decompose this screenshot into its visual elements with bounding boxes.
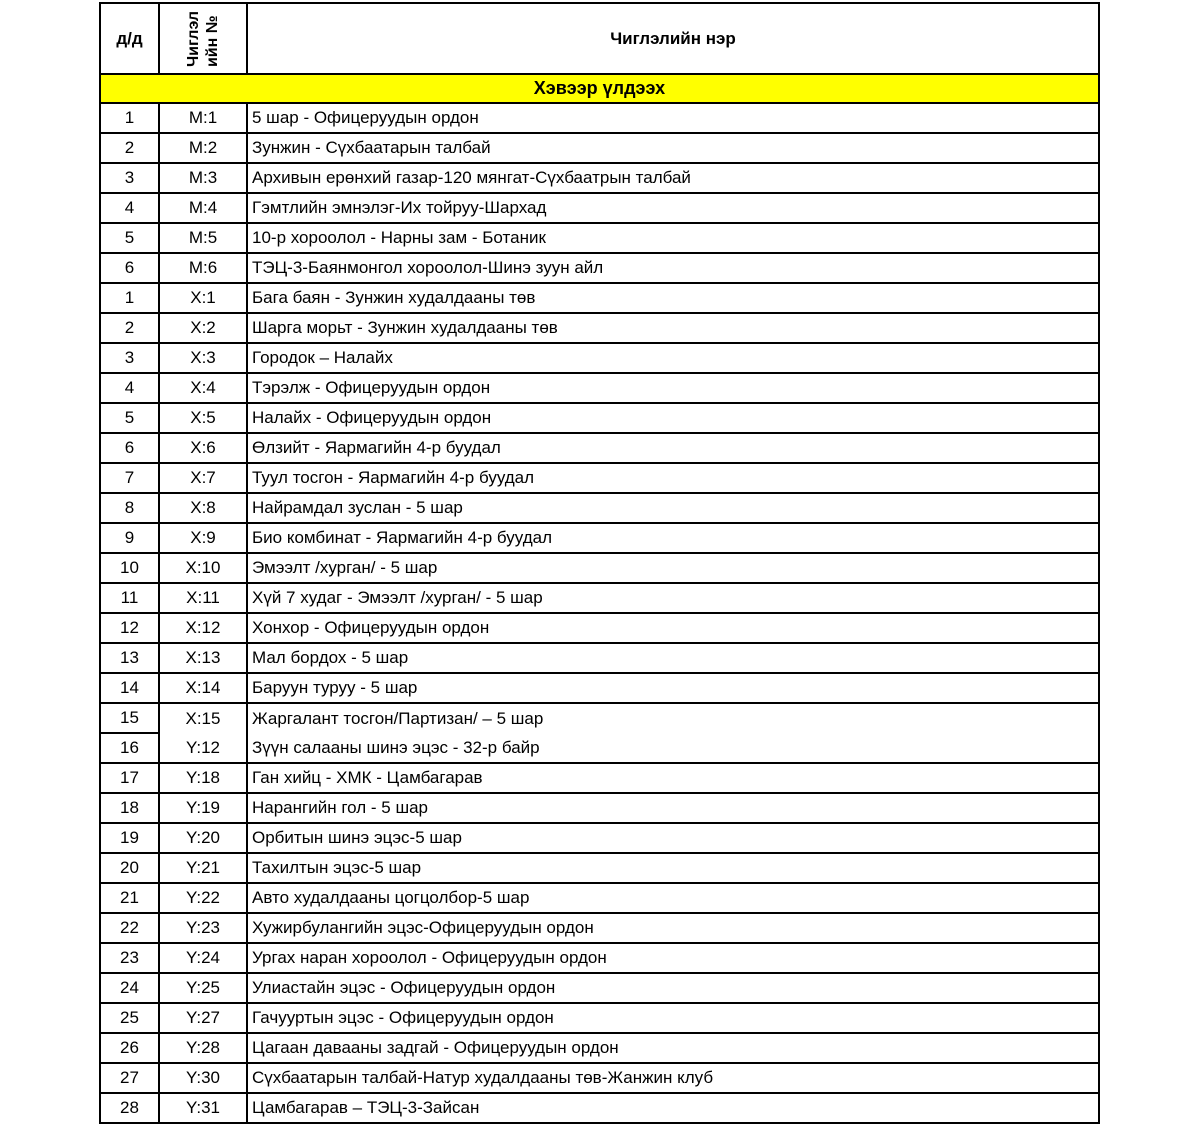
route-code-cell: X:2 bbox=[159, 313, 247, 343]
routes-table-wrapper bbox=[99, 2, 1100, 1124]
row-number-cell: 11 bbox=[100, 583, 159, 613]
table-row bbox=[100, 133, 1099, 163]
table-row bbox=[100, 373, 1099, 403]
route-code-cell: Y:25 bbox=[159, 973, 247, 1003]
route-name-cell: Мал бордох - 5 шар bbox=[247, 643, 1099, 673]
table-row bbox=[100, 223, 1099, 253]
route-name-cell: Цамбагарав – ТЭЦ-3-Зайсан bbox=[247, 1093, 1099, 1123]
route-code-cell: Y:12 bbox=[159, 733, 247, 763]
row-number-cell: 18 bbox=[100, 793, 159, 823]
route-name-cell: Орбитын шинэ эцэс-5 шар bbox=[247, 823, 1099, 853]
table-row bbox=[100, 433, 1099, 463]
routes-table bbox=[99, 2, 1100, 1124]
route-code-cell: X:1 bbox=[159, 283, 247, 313]
route-code-cell: M:5 bbox=[159, 223, 247, 253]
route-code-cell: X:15 bbox=[159, 703, 247, 733]
route-name-cell: Найрамдал зуслан - 5 шар bbox=[247, 493, 1099, 523]
row-number-cell: 3 bbox=[100, 163, 159, 193]
table-row bbox=[100, 1063, 1099, 1093]
table-row bbox=[100, 313, 1099, 343]
table-row bbox=[100, 703, 1099, 733]
route-name-cell: Тахилтын эцэс-5 шар bbox=[247, 853, 1099, 883]
route-code-cell: X:8 bbox=[159, 493, 247, 523]
row-number-cell: 12 bbox=[100, 613, 159, 643]
row-number-cell: 8 bbox=[100, 493, 159, 523]
route-name-cell: 10-р хороолол - Нарны зам - Ботаник bbox=[247, 223, 1099, 253]
table-row bbox=[100, 1003, 1099, 1033]
route-name-cell: ТЭЦ-3-Баянмонгол хороолол-Шинэ зуун айл bbox=[247, 253, 1099, 283]
route-name-cell: Өлзийт - Яармагийн 4-р буудал bbox=[247, 433, 1099, 463]
row-number-cell: 2 bbox=[100, 313, 159, 343]
table-row bbox=[100, 733, 1099, 763]
row-number-cell: 25 bbox=[100, 1003, 159, 1033]
table-row bbox=[100, 193, 1099, 223]
table-header-row bbox=[100, 3, 1099, 74]
route-code-cell: Y:22 bbox=[159, 883, 247, 913]
table-row bbox=[100, 973, 1099, 1003]
route-name-cell: Цагаан давааны задгай - Офицеруудын ордон bbox=[247, 1033, 1099, 1063]
route-name-cell: Городок – Налайх bbox=[247, 343, 1099, 373]
row-number-cell: 1 bbox=[100, 103, 159, 133]
rotated-header-line1: Чиглэл bbox=[184, 10, 202, 67]
section-header-label: Хэвээр үлдээх bbox=[100, 74, 1099, 103]
route-code-cell: X:6 bbox=[159, 433, 247, 463]
route-name-cell: Ургах наран хороолол - Офицеруудын ордон bbox=[247, 943, 1099, 973]
table-row bbox=[100, 163, 1099, 193]
route-name-cell: Налайх - Офицеруудын ордон bbox=[247, 403, 1099, 433]
table-row bbox=[100, 1093, 1099, 1123]
route-code-cell: Y:31 bbox=[159, 1093, 247, 1123]
table-row bbox=[100, 103, 1099, 133]
row-number-cell: 4 bbox=[100, 193, 159, 223]
row-number-cell: 17 bbox=[100, 763, 159, 793]
table-row bbox=[100, 613, 1099, 643]
route-code-cell: Y:21 bbox=[159, 853, 247, 883]
row-number-cell: 4 bbox=[100, 373, 159, 403]
route-code-cell: X:12 bbox=[159, 613, 247, 643]
row-number-cell: 24 bbox=[100, 973, 159, 1003]
row-number-cell: 22 bbox=[100, 913, 159, 943]
route-code-cell: X:3 bbox=[159, 343, 247, 373]
route-code-cell: M:2 bbox=[159, 133, 247, 163]
route-code-cell: Y:30 bbox=[159, 1063, 247, 1093]
row-number-cell: 14 bbox=[100, 673, 159, 703]
section-header-row bbox=[100, 74, 1099, 103]
row-number-cell: 19 bbox=[100, 823, 159, 853]
col-header-route-code bbox=[159, 3, 247, 74]
row-number-cell: 21 bbox=[100, 883, 159, 913]
table-row bbox=[100, 793, 1099, 823]
table-row bbox=[100, 883, 1099, 913]
route-name-cell: Авто худалдааны цогцолбор-5 шар bbox=[247, 883, 1099, 913]
route-code-cell: Y:23 bbox=[159, 913, 247, 943]
row-number-cell: 3 bbox=[100, 343, 159, 373]
route-code-cell: Y:19 bbox=[159, 793, 247, 823]
route-name-cell: Сүхбаатарын талбай-Натур худалдааны төв-Жанжин клуб bbox=[247, 1063, 1099, 1093]
route-name-cell: Хужирбулангийн эцэс-Офицеруудын ордон bbox=[247, 913, 1099, 943]
table-row bbox=[100, 1033, 1099, 1063]
route-name-cell: Зүүн салааны шинэ эцэс - 32-р байр bbox=[247, 733, 1099, 763]
route-code-cell: Y:27 bbox=[159, 1003, 247, 1033]
row-number-cell: 28 bbox=[100, 1093, 159, 1123]
route-name-cell: Тэрэлж - Офицеруудын ордон bbox=[247, 373, 1099, 403]
row-number-cell: 2 bbox=[100, 133, 159, 163]
table-row bbox=[100, 583, 1099, 613]
route-code-cell: X:10 bbox=[159, 553, 247, 583]
table-row bbox=[100, 463, 1099, 493]
route-code-cell: X:13 bbox=[159, 643, 247, 673]
row-number-cell: 27 bbox=[100, 1063, 159, 1093]
route-name-cell: Ган хийц - ХМК - Цамбагарав bbox=[247, 763, 1099, 793]
table-row bbox=[100, 913, 1099, 943]
route-name-cell: Туул тосгон - Яармагийн 4-р буудал bbox=[247, 463, 1099, 493]
route-code-cell: M:1 bbox=[159, 103, 247, 133]
route-name-cell: Зунжин - Сүхбаатарын талбай bbox=[247, 133, 1099, 163]
route-code-cell: M:6 bbox=[159, 253, 247, 283]
row-number-cell: 15 bbox=[100, 703, 159, 733]
route-name-cell: Хонхор - Офицеруудын ордон bbox=[247, 613, 1099, 643]
row-number-cell: 6 bbox=[100, 253, 159, 283]
route-name-cell: Гэмтлийн эмнэлэг-Их тойруу-Шархад bbox=[247, 193, 1099, 223]
table-row bbox=[100, 673, 1099, 703]
route-name-cell: Био комбинат - Яармагийн 4-р буудал bbox=[247, 523, 1099, 553]
row-number-cell: 9 bbox=[100, 523, 159, 553]
table-row bbox=[100, 823, 1099, 853]
route-name-cell: 5 шар - Офицеруудын ордон bbox=[247, 103, 1099, 133]
row-number-cell: 5 bbox=[100, 223, 159, 253]
route-code-cell: M:3 bbox=[159, 163, 247, 193]
table-row bbox=[100, 853, 1099, 883]
route-code-cell: M:4 bbox=[159, 193, 247, 223]
row-number-cell: 23 bbox=[100, 943, 159, 973]
table-row bbox=[100, 553, 1099, 583]
row-number-cell: 16 bbox=[100, 733, 159, 763]
row-number-cell: 20 bbox=[100, 853, 159, 883]
route-code-cell: X:14 bbox=[159, 673, 247, 703]
route-code-cell: Y:18 bbox=[159, 763, 247, 793]
row-number-cell: 10 bbox=[100, 553, 159, 583]
row-number-cell: 7 bbox=[100, 463, 159, 493]
row-number-cell: 1 bbox=[100, 283, 159, 313]
table-row bbox=[100, 523, 1099, 553]
route-name-cell: Улиастайн эцэс - Офицеруудын ордон bbox=[247, 973, 1099, 1003]
row-number-cell: 26 bbox=[100, 1033, 159, 1063]
route-name-cell: Жаргалант тосгон/Партизан/ – 5 шар bbox=[247, 703, 1099, 733]
route-code-cell: X:9 bbox=[159, 523, 247, 553]
table-row bbox=[100, 403, 1099, 433]
table-row bbox=[100, 643, 1099, 673]
route-code-cell: X:4 bbox=[159, 373, 247, 403]
route-code-cell: X:11 bbox=[159, 583, 247, 613]
row-number-cell: 5 bbox=[100, 403, 159, 433]
route-name-cell: Гачууртын эцэс - Офицеруудын ордон bbox=[247, 1003, 1099, 1033]
col-header-row-number: д/д bbox=[100, 3, 159, 74]
rotated-header-text bbox=[184, 10, 222, 66]
route-code-cell: Y:28 bbox=[159, 1033, 247, 1063]
table-row bbox=[100, 253, 1099, 283]
route-name-cell: Бага баян - Зунжин худалдааны төв bbox=[247, 283, 1099, 313]
col-header-route-name: Чиглэлийн нэр bbox=[247, 3, 1099, 74]
route-name-cell: Архивын ерөнхий газар-120 мянгат-Сүхбаатрын талбай bbox=[247, 163, 1099, 193]
table-row bbox=[100, 493, 1099, 523]
route-code-cell: Y:24 bbox=[159, 943, 247, 973]
route-name-cell: Баруун туруу - 5 шар bbox=[247, 673, 1099, 703]
route-name-cell: Хүй 7 худаг - Эмээлт /хурган/ - 5 шар bbox=[247, 583, 1099, 613]
route-code-cell: X:5 bbox=[159, 403, 247, 433]
row-number-cell: 6 bbox=[100, 433, 159, 463]
route-name-cell: Шарга морьт - Зунжин худалдааны төв bbox=[247, 313, 1099, 343]
table-row bbox=[100, 283, 1099, 313]
table-row bbox=[100, 763, 1099, 793]
table-row bbox=[100, 943, 1099, 973]
table-row bbox=[100, 343, 1099, 373]
route-code-cell: X:7 bbox=[159, 463, 247, 493]
rotated-header-line2: ийн № bbox=[203, 14, 221, 67]
route-code-cell: Y:20 bbox=[159, 823, 247, 853]
route-name-cell: Нарангийн гол - 5 шар bbox=[247, 793, 1099, 823]
route-name-cell: Эмээлт /хурган/ - 5 шар bbox=[247, 553, 1099, 583]
row-number-cell: 13 bbox=[100, 643, 159, 673]
